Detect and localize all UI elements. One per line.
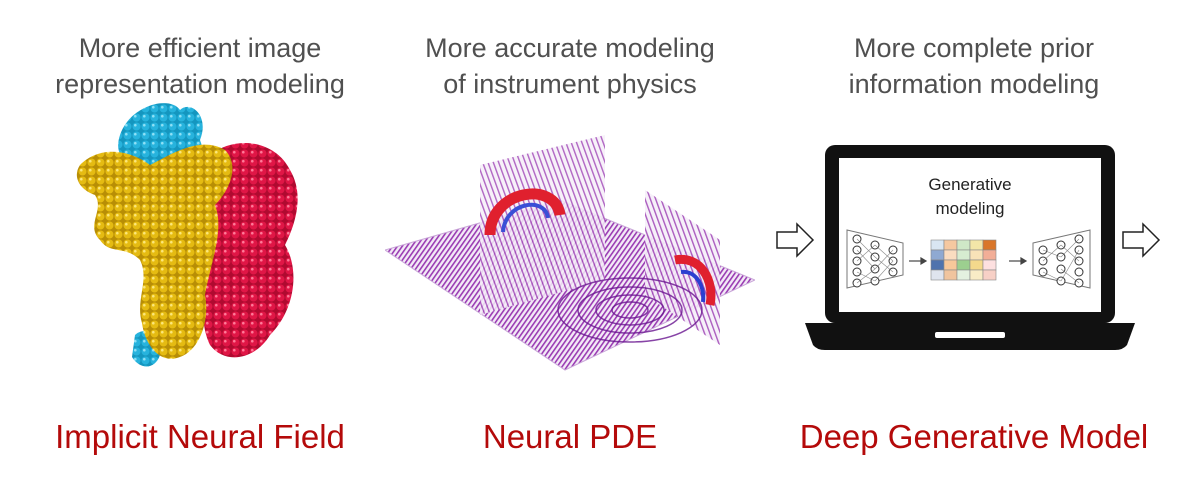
laptop-icon <box>775 140 1175 355</box>
input-arrow-icon <box>777 224 813 256</box>
subtitle-line-1: More accurate modeling <box>425 33 715 63</box>
protein-structure-icon <box>60 95 330 385</box>
wavefield-icon <box>385 130 755 375</box>
laptop-trackpad <box>935 332 1005 338</box>
panel-subtitle <box>760 30 1188 102</box>
subtitle-line-2: representation modeling <box>55 69 345 99</box>
panel-subtitle <box>0 30 400 102</box>
panel-deep-generative-model <box>760 0 1188 493</box>
subtitle-line-2: of instrument physics <box>443 69 697 99</box>
panel-neural-pde <box>380 0 760 493</box>
panel-implicit-neural-field <box>0 0 400 493</box>
panel-title: Deep Generative Model <box>799 418 1149 455</box>
subtitle-line-1: More complete prior <box>853 33 1095 63</box>
subtitle-line-2: information modeling <box>848 69 1100 99</box>
panel-title: Neural PDE <box>482 418 658 455</box>
subtitle-line-1: More efficient image <box>78 33 322 63</box>
screen-label-line-1: Generative <box>928 175 1012 194</box>
latent-grid-icon <box>931 240 996 280</box>
panel-subtitle <box>380 30 760 102</box>
screen-label-line-2: modeling <box>935 199 1005 218</box>
panel-title: Implicit Neural Field <box>55 418 345 455</box>
output-arrow-icon <box>1123 224 1159 256</box>
